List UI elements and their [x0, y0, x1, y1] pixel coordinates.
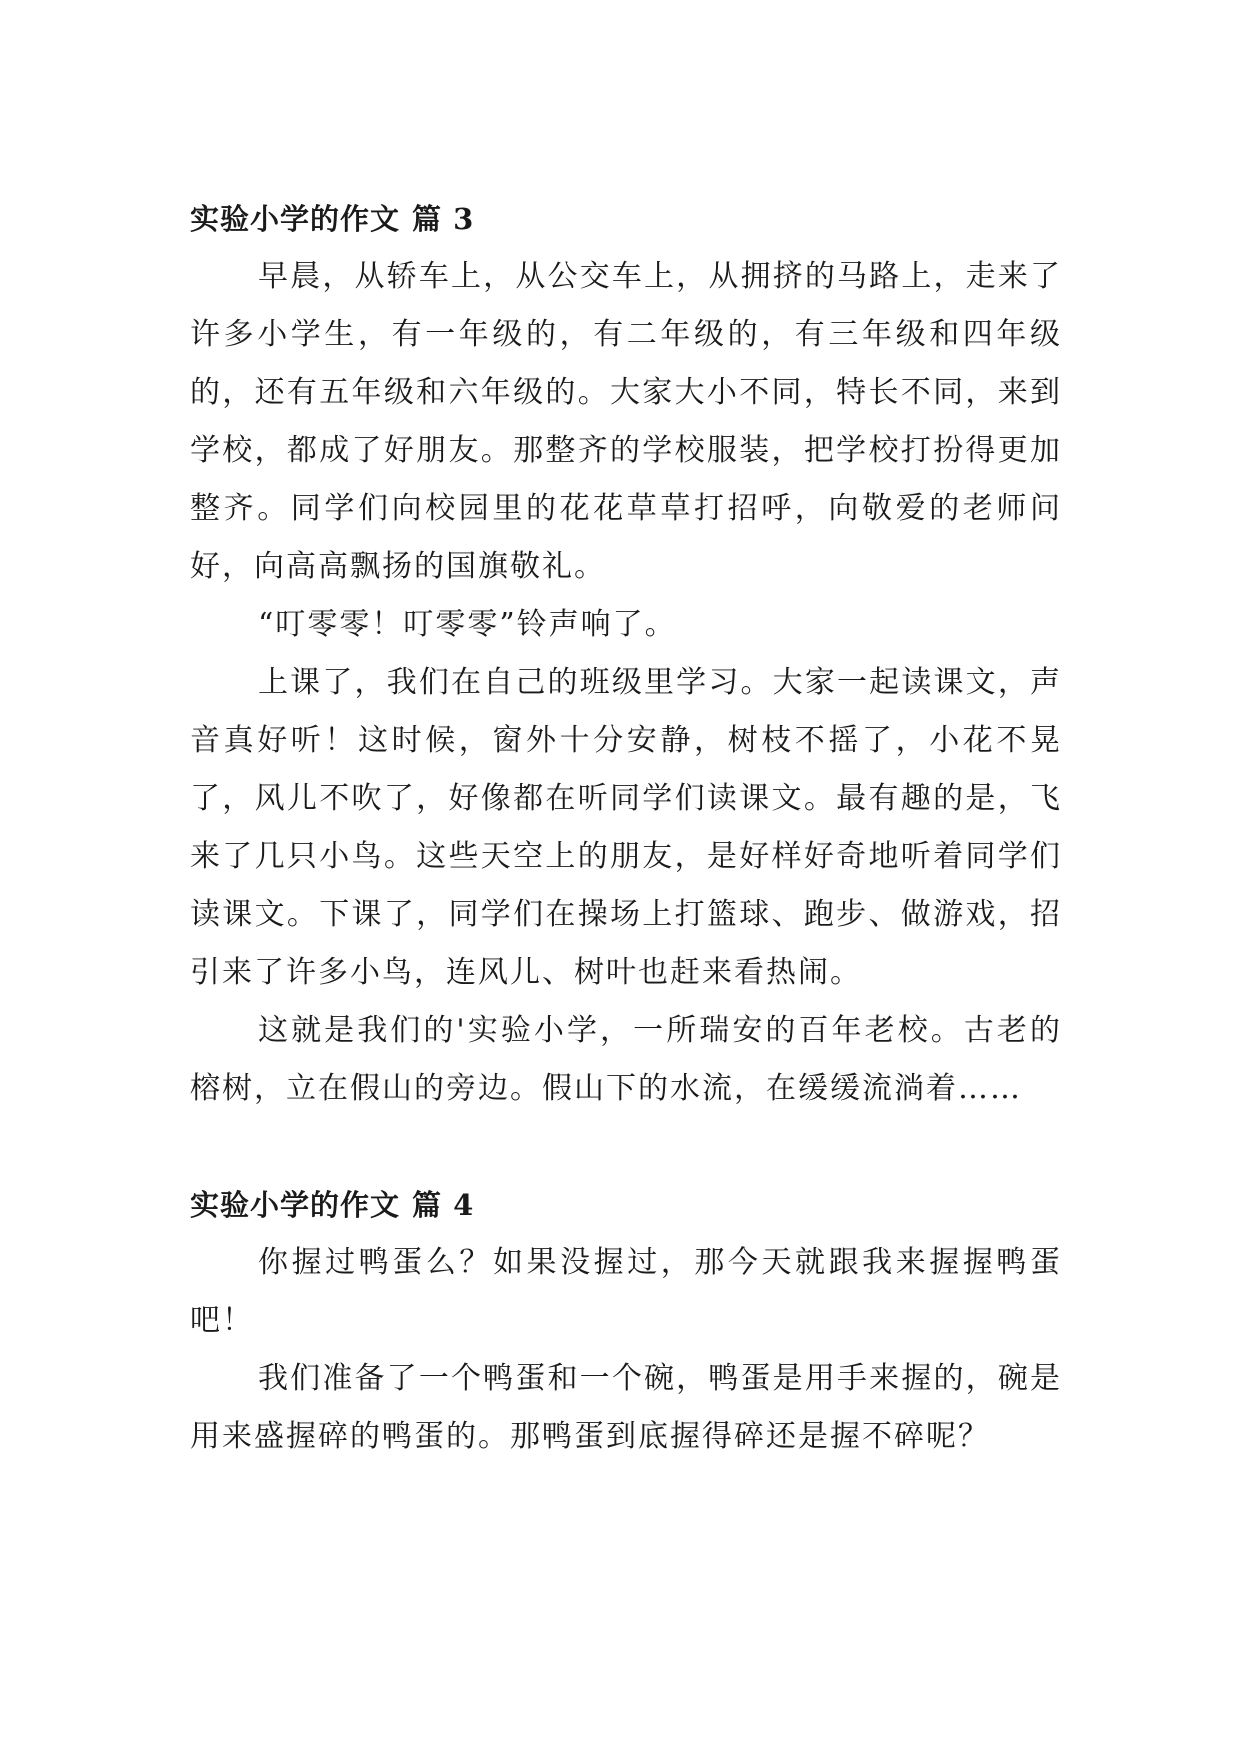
section-title: 实验小学的作文 [190, 1188, 401, 1222]
paragraph: 我们准备了一个鸭蛋和一个碗，鸭蛋是用手来握的，碗是用来盛握碎的鸭蛋的。那鸭蛋到底握得碎还是握不碎呢？ [190, 1361, 1062, 1454]
paragraph: 早晨，从轿车上，从公交车上，从拥挤的马路上，走来了许多小学生，有一年级的，有二年级的，有三年级和四年级的，还有五年级和六年级的。大家大小不同，特长不同，来到学校，都成了好朋友。那整齐的学校服装，把学校打扮得更加整齐。同学们向校园里的花花草草打招呼，向敬爱的老师问好，向高高飘扬的国旗敬礼。 [190, 259, 1062, 584]
essay-section-3 [190, 190, 1062, 1118]
section-heading [190, 1176, 1062, 1234]
section-number: 篇 4 [412, 1188, 475, 1222]
section-number: 篇 3 [412, 202, 475, 236]
section-heading [190, 190, 1062, 248]
essay-section-4 [190, 1176, 1062, 1466]
paragraph: “叮零零！叮零零”铃声响了。 [258, 607, 677, 642]
paragraph: 上课了，我们在自己的班级里学习。大家一起读课文，声音真好听！这时候，窗外十分安静，树枝不摇了，小花不晃了，风儿不吹了，好像都在听同学们读课文。最有趣的是，飞来了几只小鸟。这些天空上的朋友，是好样好奇地听着同学们读课文。下课了，同学们在操场上打篮球、跑步、做游戏，招引来了许多小鸟，连风儿、树叶也赶来看热闹。 [190, 665, 1062, 990]
document-body [190, 190, 1062, 1466]
paragraph: 这就是我们的'实验小学，一所瑞安的百年老校。古老的榕树，立在假山的旁边。假山下的水流，在缓缓流淌着…… [190, 1013, 1062, 1106]
section-title: 实验小学的作文 [190, 202, 401, 236]
paragraph: 你握过鸭蛋么？如果没握过，那今天就跟我来握握鸭蛋吧！ [190, 1245, 1062, 1338]
